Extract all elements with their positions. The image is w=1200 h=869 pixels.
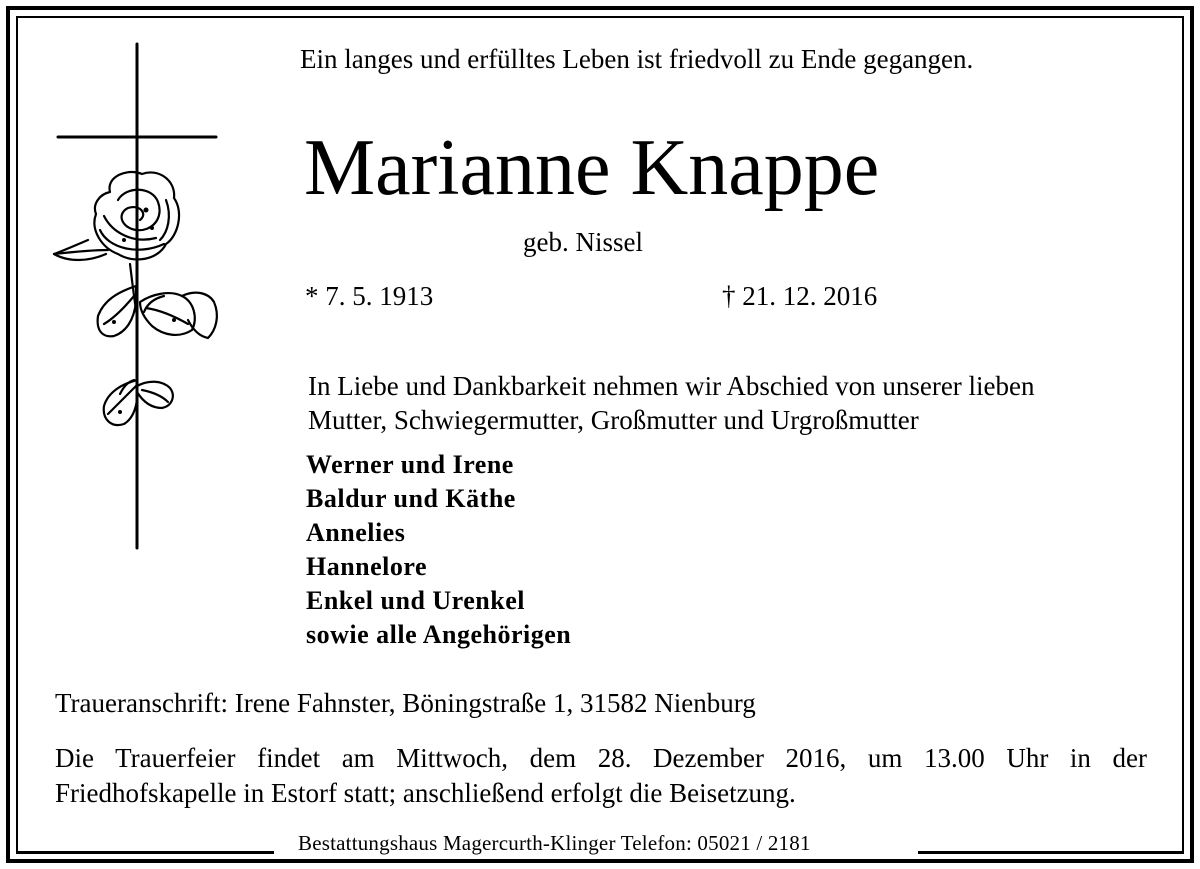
maiden-name: geb. Nissel: [523, 227, 643, 257]
mourning-address: Traueranschrift: Irene Fahnster, Böningstraße 1, 31582 Nienburg: [55, 688, 756, 718]
mourner-name: Enkel und Urenkel: [306, 586, 525, 615]
mourner-name: Hannelore: [306, 552, 428, 581]
funeral-home-footer: Bestattungshaus Magercurth-Klinger Telefon: 05021 / 2181: [298, 831, 811, 855]
footer-rule-left: [16, 851, 274, 854]
farewell-line-2: Mutter, Schwiegermutter, Großmutter und Urgroßmutter: [308, 405, 919, 435]
birth-date: * 7. 5. 1913: [305, 281, 434, 311]
cross-with-rose-icon: [48, 40, 228, 552]
intro-line: Ein langes und erfülltes Leben ist friedvoll zu Ende gegangen.: [300, 44, 974, 74]
footer-rule-right: [918, 851, 1184, 854]
mourner-name: Werner und Irene: [306, 450, 514, 479]
deceased-name: Marianne Knappe: [304, 124, 880, 212]
mourner-name: Baldur und Käthe: [306, 484, 516, 513]
farewell-line-1: In Liebe und Dankbarkeit nehmen wir Abschied von unserer lieben: [308, 371, 1035, 401]
ceremony-line-2: Friedhofskapelle in Estorf statt; anschließend erfolgt die Beisetzung.: [55, 778, 796, 808]
mourner-name: sowie alle Angehörigen: [306, 620, 572, 649]
ceremony-line-1: Die Trauerfeier findet am Mittwoch, dem 28. Dezember 2016, um 13.00 Uhr in der: [55, 743, 1147, 773]
mourner-name: Annelies: [306, 518, 406, 547]
death-date: † 21. 12. 2016: [722, 281, 878, 311]
